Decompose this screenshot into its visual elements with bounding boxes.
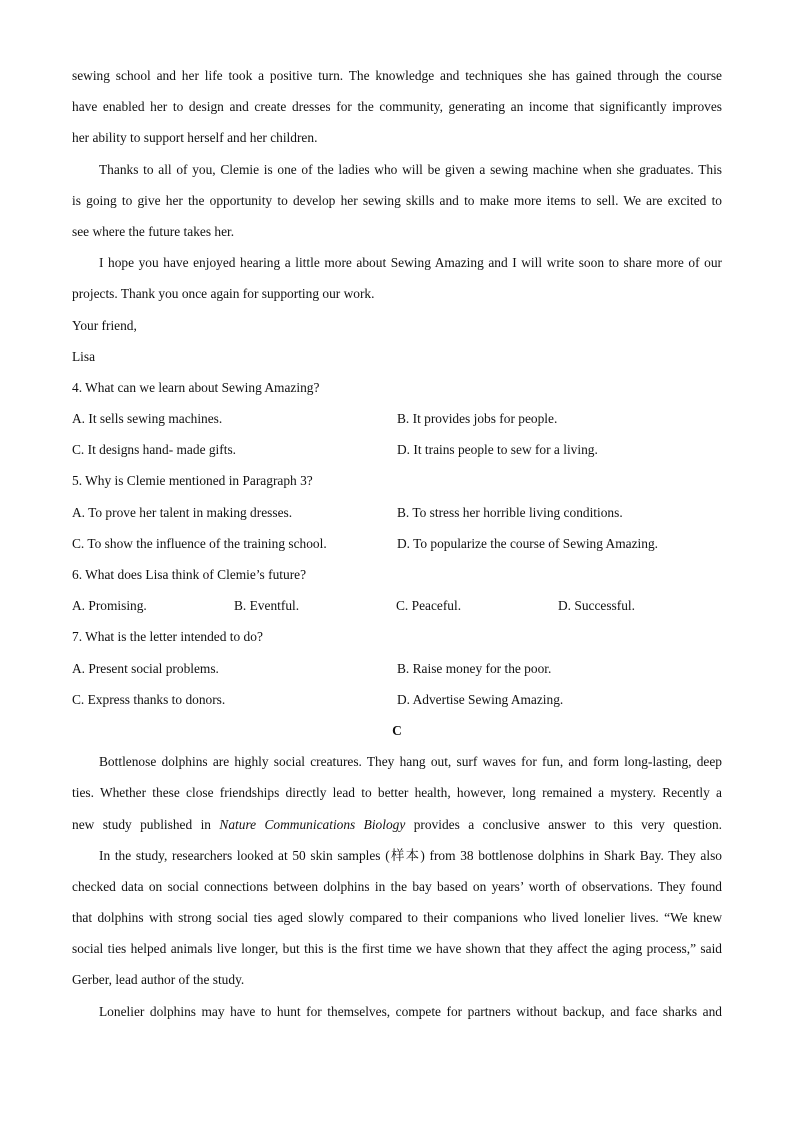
letter-signature: Lisa <box>72 348 96 364</box>
option-d: D. To popularize the course of Sewing Amazing. <box>397 535 658 551</box>
section-heading-c: C <box>392 722 402 738</box>
option-b: B. Eventful. <box>234 598 300 614</box>
option-c: C. To show the influence of the training school. <box>72 535 327 551</box>
paragraph-line: Bottlenose dolphins are highly social creatures. They hang out, surf waves for fun, and form long-lasting, deep <box>99 754 722 770</box>
question-4-options-row <box>72 403 722 434</box>
option-d: D. It trains people to sew for a living. <box>397 442 598 458</box>
option-c: C. It designs hand- made gifts. <box>72 442 237 458</box>
paragraph-line: Gerber, lead author of the study. <box>72 972 245 988</box>
letter-closing: Your friend, <box>72 317 137 333</box>
paragraph-line: is going to give her the opportunity to develop her sewing skills and to make more items to sell. We are excited to <box>72 192 722 208</box>
option-a: A. Promising. <box>72 598 147 614</box>
paragraph-line: Lonelier dolphins may have to hunt for themselves, compete for partners without backup, and face sharks and <box>99 1003 722 1019</box>
question-4-stem: 4. What can we learn about Sewing Amazing? <box>72 379 320 395</box>
paragraph-line: see where the future takes her. <box>72 223 235 239</box>
question-7-stem: 7. What is the letter intended to do? <box>72 629 263 645</box>
paragraph-line: social ties helped animals live longer, but this is the first time we have shown that they affect the aging process,” said <box>72 941 722 957</box>
paragraph-line: that dolphins with strong social ties aged slowly compared to their companions who lived lonelier lives. “We knew <box>72 910 722 926</box>
question-6-options-row <box>72 590 722 621</box>
option-b: B. Raise money for the poor. <box>397 660 552 676</box>
question-5-stem: 5. Why is Clemie mentioned in Paragraph 3? <box>72 473 313 489</box>
paragraph-line: projects. Thank you once again for supporting our work. <box>72 286 375 302</box>
text-run: provides a conclusive answer to this very question. <box>405 816 722 832</box>
paragraph-line: have enabled her to design and create dresses for the community, generating an income that significantly improves <box>72 99 722 115</box>
paragraph-line: checked data on social connections between dolphins in the bay based on years’ worth of observations. They found <box>72 878 722 894</box>
paragraph-line: Thanks to all of you, Clemie is one of the ladies who will be given a sewing machine when she graduates. This <box>99 161 722 177</box>
option-a: A. It sells sewing machines. <box>72 411 223 427</box>
option-a: A. To prove her talent in making dresses. <box>72 504 293 520</box>
question-4-options-row <box>72 434 722 465</box>
question-7-options-row <box>72 684 722 715</box>
option-b: B. To stress her horrible living conditions. <box>397 504 623 520</box>
option-c: C. Peaceful. <box>396 598 462 614</box>
option-d: D. Successful. <box>558 598 635 614</box>
document-page <box>72 60 722 1027</box>
question-7-options-row <box>72 653 722 684</box>
option-a: A. Present social problems. <box>72 660 219 676</box>
journal-title: Nature Communications Biology <box>219 816 406 832</box>
question-5-options-row <box>72 528 722 559</box>
paragraph-line: ties. Whether these close friendships directly lead to better health, however, long remained a mystery. Recently a <box>72 785 722 801</box>
paragraph-line: sewing school and her life took a positive turn. The knowledge and techniques she has gained through the course <box>72 68 722 83</box>
question-6-stem: 6. What does Lisa think of Clemie’s future? <box>72 567 307 582</box>
option-b: B. It provides jobs for people. <box>397 411 558 427</box>
paragraph-line: her ability to support herself and her children. <box>72 130 318 146</box>
paragraph-line: In the study, researchers looked at 50 skin samples (样本) from 38 bottlenose dolphins in Shark Bay. They also <box>99 847 722 863</box>
option-c: C. Express thanks to donors. <box>72 691 226 707</box>
option-d: D. Advertise Sewing Amazing. <box>397 691 564 707</box>
question-5-options-row <box>72 497 722 528</box>
paragraph-line: I hope you have enjoyed hearing a little more about Sewing Amazing and I will write soon to share more of our <box>99 255 722 271</box>
text-run: new study published in <box>72 816 220 832</box>
paragraph-line <box>72 809 722 840</box>
